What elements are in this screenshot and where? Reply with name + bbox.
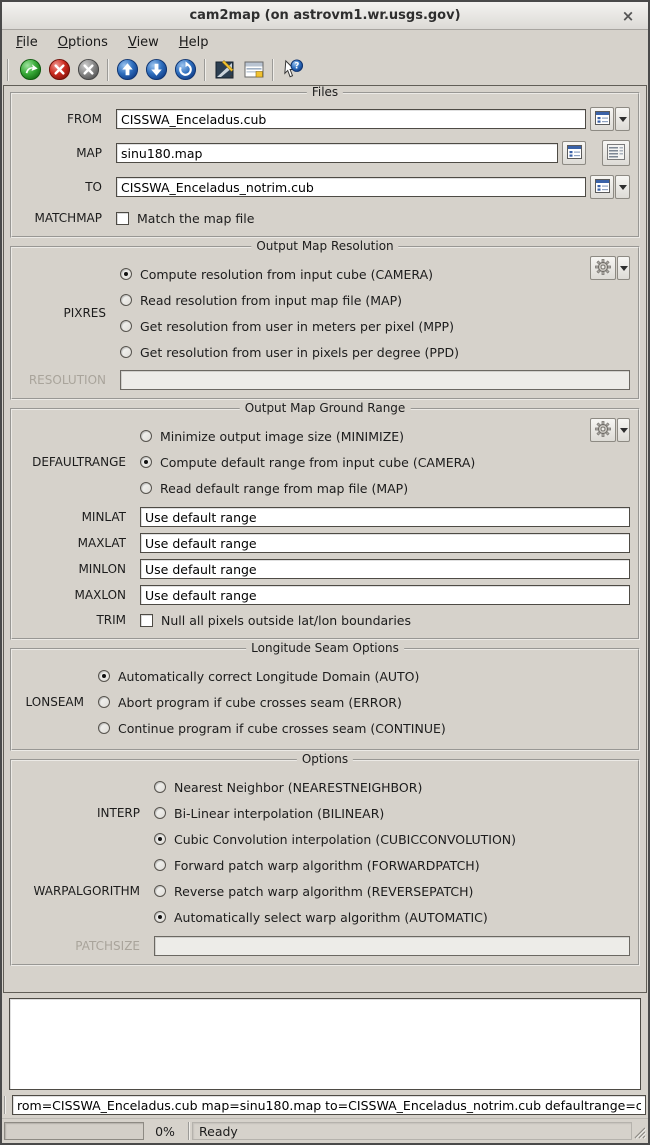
to-dropdown-button[interactable] (615, 175, 630, 199)
minlon-input[interactable] (140, 559, 630, 579)
window-title-bar[interactable] (2, 2, 648, 30)
lonseam-error-text: Abort program if cube crosses seam (ERROR) (118, 694, 402, 710)
status-separator (188, 1122, 190, 1140)
lonseam-continue-text: Continue program if cube crosses seam (CONTINUE) (118, 720, 446, 736)
command-grip[interactable] (4, 1096, 10, 1114)
from-input[interactable] (116, 109, 586, 129)
defaultrange-label: DEFAULTRANGE (32, 455, 126, 469)
from-row (20, 107, 630, 131)
options-group (10, 752, 640, 966)
trim-label: TRIM (96, 613, 126, 627)
from-label: FROM (66, 112, 102, 126)
menu-view-key: V (127, 34, 137, 50)
chevron-down-icon (619, 185, 627, 194)
toolbar-separator (272, 59, 274, 81)
pixres-ppd-radio[interactable] (120, 346, 132, 358)
gear-icon (594, 420, 612, 441)
whats-this-icon (281, 58, 304, 81)
next-history-button[interactable] (143, 57, 170, 83)
warp-reverse-text: Reverse patch warp algorithm (REVERSEPATCH) (174, 883, 474, 899)
list-icon (607, 144, 625, 163)
map-row (20, 140, 630, 166)
menu-help[interactable] (171, 33, 217, 52)
trim-row (20, 610, 630, 630)
defaultrange-minimize-radio[interactable] (140, 430, 152, 442)
warp-automatic-radio[interactable] (154, 911, 166, 923)
map-label: MAP (76, 146, 102, 160)
abort-icon (77, 58, 100, 81)
lonseam-error-radio[interactable] (98, 696, 110, 708)
interp-cubic-radio[interactable] (154, 833, 166, 845)
pixres-camera-radio[interactable] (120, 268, 132, 280)
interp-nearest-text: Nearest Neighbor (NEARESTNEIGHBOR) (174, 779, 423, 795)
window-title: cam2map (on astrovm1.wr.usgs.gov) (189, 8, 461, 23)
file-dialog-icon (595, 179, 610, 196)
interp-cubic-text: Cubic Convolution interpolation (CUBICCONVOLUTION) (174, 831, 517, 847)
warp-automatic-text: Automatically select warp algorithm (AUTOMATIC) (174, 909, 488, 925)
pixres-group (10, 239, 640, 400)
progress-bar (4, 1122, 144, 1140)
defaultrange-minimize-text: Minimize output image size (MINIMIZE) (160, 428, 405, 444)
reset-icon (174, 58, 197, 81)
next-history-icon (145, 58, 168, 81)
matchmap-text: Match the map file (137, 210, 255, 226)
warp-forward-radio[interactable] (154, 859, 166, 871)
toolbar (2, 54, 648, 85)
menu-file[interactable] (8, 33, 46, 52)
files-group (10, 85, 640, 238)
to-label: TO (85, 180, 102, 194)
resolution-label: RESOLUTION (28, 373, 106, 387)
chevron-down-icon (620, 266, 628, 275)
interp-bilinear-text: Bi-Linear interpolation (BILINEAR) (174, 805, 385, 821)
maxlon-input[interactable] (140, 585, 630, 605)
run-button[interactable] (17, 57, 44, 83)
menu-options-key: O (57, 34, 69, 50)
warp-forward-text: Forward patch warp algorithm (FORWARDPATCH) (174, 857, 480, 873)
command-line-input[interactable] (12, 1095, 646, 1115)
save-log-icon (243, 59, 265, 81)
previous-history-icon (116, 58, 139, 81)
resize-grip-icon[interactable] (633, 1122, 647, 1140)
pixres-camera-text: Compute resolution from input cube (CAMERA) (140, 266, 434, 282)
matchmap-row (20, 208, 630, 228)
pixres-settings-dropdown[interactable] (617, 256, 630, 280)
toolbar-grip[interactable] (7, 59, 12, 81)
to-input[interactable] (116, 177, 586, 197)
reset-button[interactable] (172, 57, 199, 83)
map-input[interactable] (116, 143, 558, 163)
map-list-button[interactable] (602, 140, 630, 166)
lonseam-group (10, 641, 640, 751)
menu-options-rest: ptions (68, 34, 108, 50)
pixres-mpp-radio[interactable] (120, 320, 132, 332)
pixres-label: PIXRES (63, 306, 106, 320)
matchmap-label: MATCHMAP (34, 211, 102, 225)
command-row (2, 1094, 648, 1118)
defaultrange-camera-radio[interactable] (140, 456, 152, 468)
patchsize-input[interactable] (154, 936, 630, 956)
parameter-area (3, 85, 647, 993)
minlat-label: MINLAT (81, 510, 126, 524)
defaultrange-map-radio[interactable] (140, 482, 152, 494)
status-bar (2, 1118, 648, 1143)
close-icon[interactable]: × (621, 7, 635, 25)
chevron-down-icon (620, 428, 628, 437)
interp-bilinear-radio[interactable] (154, 807, 166, 819)
svg-text:?: ? (294, 61, 300, 72)
run-icon (19, 58, 42, 81)
menu-bar (2, 30, 648, 54)
toolbar-separator (204, 59, 206, 81)
view-log-button[interactable] (211, 57, 238, 83)
lonseam-auto-radio[interactable] (98, 670, 110, 682)
interp-nearest-radio[interactable] (154, 781, 166, 793)
trim-text: Null all pixels outside lat/lon boundaries (161, 612, 411, 628)
lonseam-continue-radio[interactable] (98, 722, 110, 734)
pixres-mpp-text: Get resolution from user in meters per pixel (MPP) (140, 318, 454, 334)
groundrange-group-title: Output Map Ground Range (240, 401, 411, 415)
map-browse-button[interactable] (562, 141, 586, 165)
progress-percent: 0% (155, 1123, 175, 1139)
pixres-group-title: Output Map Resolution (251, 239, 398, 253)
warp-reverse-radio[interactable] (154, 885, 166, 897)
toolbar-separator (107, 59, 109, 81)
lonseam-group-title: Longitude Seam Options (246, 641, 404, 655)
whats-this-button[interactable] (279, 57, 306, 83)
log-output[interactable] (9, 998, 641, 1090)
pixres-settings-button[interactable] (590, 256, 616, 280)
pixres-ppd-text: Get resolution from user in pixels per degree (PPD) (140, 344, 459, 360)
groundrange-settings-dropdown[interactable] (617, 418, 630, 442)
options-group-title: Options (297, 752, 353, 766)
menu-options[interactable] (50, 33, 116, 52)
chevron-down-icon (619, 117, 627, 126)
file-dialog-icon (567, 145, 582, 162)
to-row (20, 175, 630, 199)
groundrange-group (10, 401, 640, 640)
from-dropdown-button[interactable] (615, 107, 630, 131)
pixres-map-text: Read resolution from input map file (MAP) (140, 292, 402, 308)
menu-view-rest: iew (136, 34, 159, 50)
minlon-label: MINLON (78, 562, 126, 576)
previous-history-button[interactable] (114, 57, 141, 83)
to-browse-button[interactable] (590, 175, 614, 199)
gear-icon (594, 258, 612, 279)
menu-file-key: F (16, 34, 23, 50)
maxlon-label: MAXLON (74, 588, 126, 602)
lonseam-auto-text: Automatically correct Longitude Domain (AUTO) (118, 668, 420, 684)
abort-button[interactable] (75, 57, 102, 83)
defaultrange-map-text: Read default range from map file (MAP) (160, 480, 409, 496)
patchsize-label: PATCHSIZE (75, 939, 140, 953)
warpalgorithm-label: WARPALGORITHM (33, 884, 140, 898)
menu-help-key: H (178, 34, 189, 50)
save-log-button[interactable] (240, 57, 267, 83)
minlat-input[interactable] (140, 507, 630, 527)
file-dialog-icon (595, 111, 610, 128)
from-browse-button[interactable] (590, 107, 614, 131)
pixres-map-radio[interactable] (120, 294, 132, 306)
maxlat-label: MAXLAT (77, 536, 126, 550)
matchmap-checkbox[interactable] (116, 212, 129, 225)
view-log-icon (214, 59, 236, 81)
lonseam-label: LONSEAM (25, 695, 84, 709)
menu-file-rest: ile (22, 34, 38, 50)
interp-label: INTERP (96, 806, 140, 820)
groundrange-settings-button[interactable] (590, 418, 616, 442)
trim-checkbox[interactable] (140, 614, 153, 627)
maxlat-input[interactable] (140, 533, 630, 553)
status-message: Ready (192, 1122, 632, 1140)
defaultrange-camera-text: Compute default range from input cube (CAMERA) (160, 454, 476, 470)
menu-view[interactable] (120, 33, 167, 52)
files-group-title: Files (307, 85, 343, 99)
menu-help-rest: elp (188, 34, 209, 50)
stop-icon (48, 58, 71, 81)
stop-button[interactable] (46, 57, 73, 83)
resolution-input[interactable] (120, 370, 630, 390)
